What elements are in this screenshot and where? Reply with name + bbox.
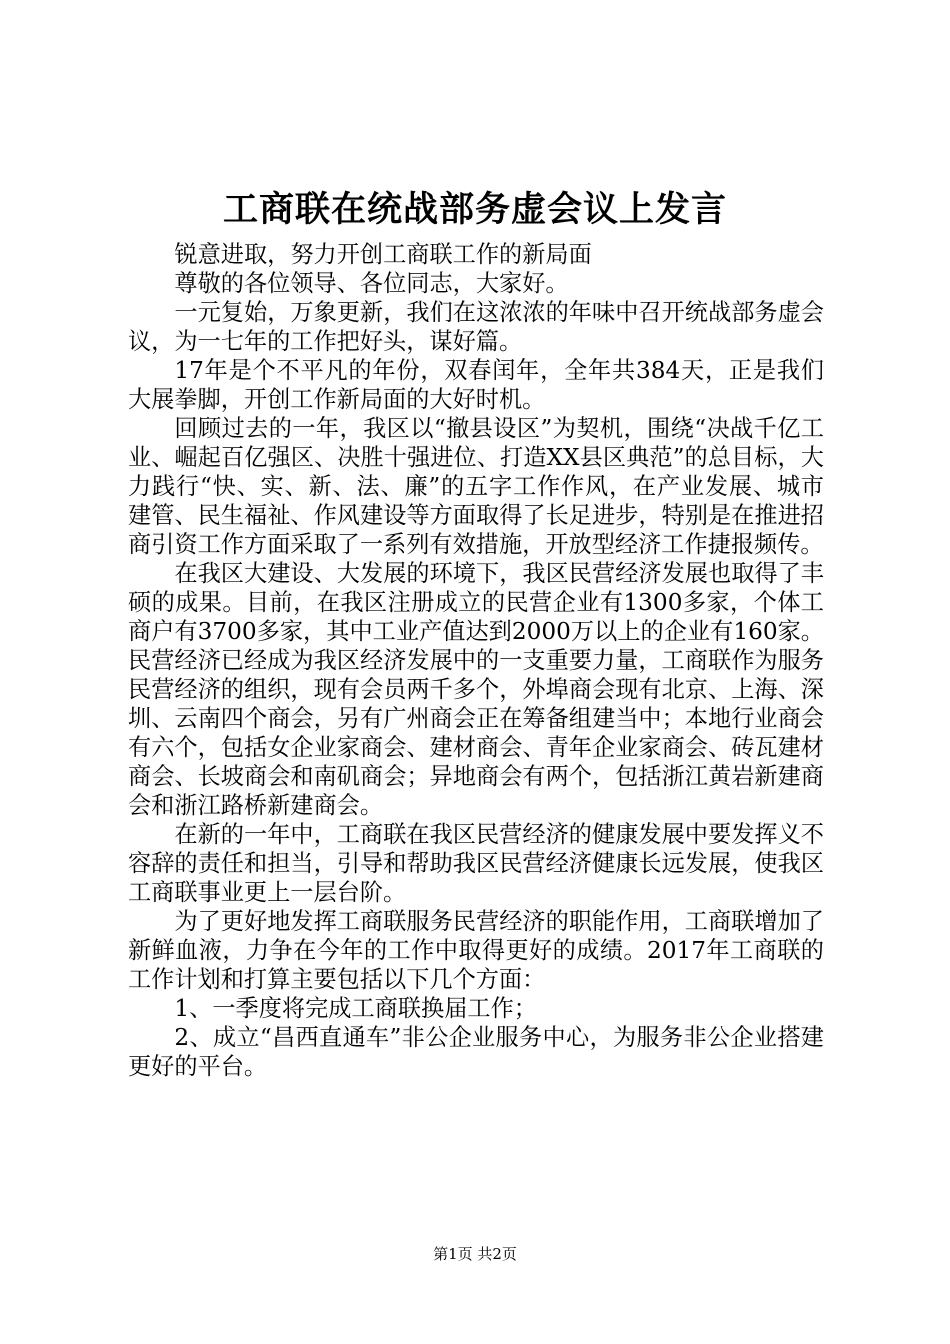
list-item: 1、一季度将完成工商联换届工作； [174, 995, 537, 1022]
page-number: 第1页 共2页 [433, 1245, 517, 1263]
paragraph-subtitle: 锐意进取，努力开创工商联工作的新局面 [174, 241, 592, 268]
paragraph: 一元复始，万象更新，我们在这浓浓的年味中召开统战部务虚会议，为一七年的工作把好头，谋好篇。 [128, 299, 824, 355]
paragraph: 17年是个不平凡的年份，双春闰年，全年共384天，正是我们大展拳脚，开创工作新局面的大好时机。 [128, 357, 824, 413]
paragraph: 回顾过去的一年，我区以“撤县设区”为契机，围绕“决战千亿工业、崛起百亿强区、决胜十强进位、打造XX县区典范”的总目标，大力践行“快、实、新、法、廉”的五字工作作风，在产业发展、城市建管、民生福祉、作风建设等方面取得了长足进步，特别是在推进招商引资工作方面采取了一系列有效措施，开放型经济工作捷报频传。 [128, 415, 824, 558]
paragraph: 在我区大建设、大发展的环境下，我区民营经济发展也取得了丰硕的成果。目前，在我区注册成立的民营企业有1300多家，个体工商户有3700多家，其中工业产值达到2000万以上的企业有160家。民营经济已经成为我区经济发展中的一支重要力量，工商联作为服务民营经济的组织，现有会员两千多个，外埠商会现有北京、上海、深圳、云南四个商会，另有广州商会正在筹备组建当中；本地行业商会有六个，包括女企业家商会、建材商会、青年企业家商会、砖瓦建材商会、长坡商会和南矶商会；异地商会有两个，包括浙江黄岩新建商会和浙江路桥新建商会。 [128, 560, 824, 819]
document-body [128, 240, 824, 1081]
paragraph: 在新的一年中，工商联在我区民营经济的健康发展中要发挥义不容辞的责任和担当，引导和帮助我区民营经济健康长远发展，使我区工商联事业更上一层台阶。 [128, 821, 824, 906]
document-title: 工商联在统战部务虚会议上发言 [222, 189, 727, 230]
paragraph-greeting: 尊敬的各位领导、各位同志，大家好。 [174, 270, 569, 297]
list-item: 2、成立“昌西直通车”非公企业服务中心，为服务非公企业搭建更好的平台。 [128, 1024, 824, 1080]
paragraph: 为了更好地发挥工商联服务民营经济的职能作用，工商联增加了新鲜血液，力争在今年的工作中取得更好的成绩。2017年工商联的工作计划和打算主要包括以下几个方面： [128, 908, 824, 993]
